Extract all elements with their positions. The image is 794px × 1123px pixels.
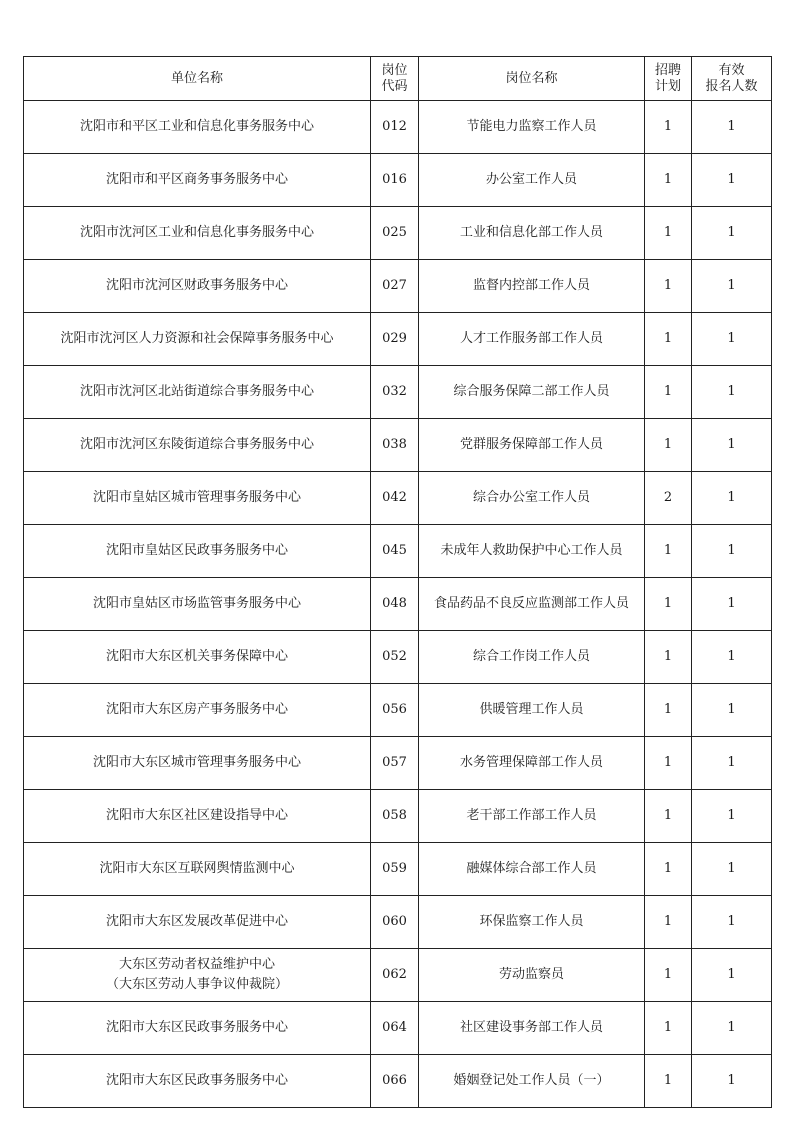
unit-name: 沈阳市沈河区东陵街道综合事务服务中心 — [79, 437, 314, 452]
unit-name-cell — [24, 896, 371, 949]
unit-name: 沈阳市皇姑区市场监管事务服务中心 — [92, 596, 301, 611]
hiring-plan-cell: 1 — [645, 313, 692, 366]
position-name-cell: 融媒体综合部工作人员 — [419, 843, 645, 896]
unit-name: 沈阳市沈河区人力资源和社会保障事务服务中心 — [60, 331, 334, 346]
unit-name: 沈阳市大东区民政事务服务中心 — [105, 1020, 288, 1035]
table-row — [24, 366, 772, 419]
position-name-cell: 婚姻登记处工作人员（一） — [419, 1055, 645, 1108]
valid-applicants-cell: 1 — [692, 101, 772, 154]
position-name-cell: 环保监察工作人员 — [419, 896, 645, 949]
position-name-cell: 社区建设事务部工作人员 — [419, 1002, 645, 1055]
table-row — [24, 843, 772, 896]
table-row — [24, 260, 772, 313]
header-position-code-line1: 岗位 — [381, 62, 408, 78]
table-row — [24, 313, 772, 366]
unit-name: 沈阳市沈河区北站街道综合事务服务中心 — [79, 384, 314, 399]
valid-applicants-cell: 1 — [692, 419, 772, 472]
table-row — [24, 684, 772, 737]
valid-applicants-cell: 1 — [692, 154, 772, 207]
valid-applicants-cell: 1 — [692, 949, 772, 1002]
unit-name: 大东区劳动者权益维护中心 — [118, 957, 275, 972]
header-valid-applicants-line1: 有效 — [718, 62, 745, 78]
unit-name-cell — [24, 949, 371, 1002]
unit-name: 沈阳市和平区工业和信息化事务服务中心 — [79, 119, 314, 134]
table-row — [24, 1055, 772, 1108]
valid-applicants-cell: 1 — [692, 366, 772, 419]
valid-applicants-cell: 1 — [692, 684, 772, 737]
position-code-cell: 058 — [371, 790, 419, 843]
header-hiring-plan-line1: 招聘 — [654, 62, 681, 78]
unit-name: 沈阳市和平区商务事务服务中心 — [105, 172, 288, 187]
position-code-cell: 060 — [371, 896, 419, 949]
position-code-cell: 042 — [371, 472, 419, 525]
hiring-plan-cell: 2 — [645, 472, 692, 525]
unit-name: 沈阳市大东区机关事务保障中心 — [105, 649, 288, 664]
position-code-cell: 059 — [371, 843, 419, 896]
position-name-cell: 监督内控部工作人员 — [419, 260, 645, 313]
position-name-cell: 综合办公室工作人员 — [419, 472, 645, 525]
unit-name-cell — [24, 790, 371, 843]
unit-name-cell — [24, 472, 371, 525]
table-row — [24, 525, 772, 578]
unit-name: 沈阳市大东区民政事务服务中心 — [105, 1073, 288, 1088]
table-row — [24, 101, 772, 154]
hiring-plan-cell: 1 — [645, 1055, 692, 1108]
valid-applicants-cell: 1 — [692, 578, 772, 631]
unit-name: 沈阳市大东区发展改革促进中心 — [105, 914, 288, 929]
position-code-cell: 052 — [371, 631, 419, 684]
header-valid-applicants — [692, 57, 772, 101]
position-name-cell: 人才工作服务部工作人员 — [419, 313, 645, 366]
valid-applicants-cell: 1 — [692, 207, 772, 260]
table-row — [24, 896, 772, 949]
hiring-plan-cell: 1 — [645, 631, 692, 684]
header-row — [24, 57, 772, 101]
unit-name-cell — [24, 419, 371, 472]
table-row — [24, 631, 772, 684]
valid-applicants-cell: 1 — [692, 737, 772, 790]
table-row — [24, 949, 772, 1002]
table-row — [24, 578, 772, 631]
unit-name-cell — [24, 154, 371, 207]
unit-name-cell — [24, 207, 371, 260]
header-position-name: 岗位名称 — [419, 57, 645, 101]
unit-name-cell — [24, 578, 371, 631]
unit-name-cell — [24, 313, 371, 366]
position-name-cell: 食品药品不良反应监测部工作人员 — [419, 578, 645, 631]
hiring-plan-cell: 1 — [645, 737, 692, 790]
table-row — [24, 737, 772, 790]
valid-applicants-cell: 1 — [692, 525, 772, 578]
table-header — [24, 57, 772, 101]
hiring-plan-cell: 1 — [645, 578, 692, 631]
header-valid-applicants-line2: 报名人数 — [705, 78, 758, 94]
unit-name-cell — [24, 843, 371, 896]
valid-applicants-cell: 1 — [692, 313, 772, 366]
valid-applicants-cell: 1 — [692, 896, 772, 949]
unit-name: 沈阳市大东区城市管理事务服务中心 — [92, 755, 301, 770]
hiring-plan-cell: 1 — [645, 1002, 692, 1055]
header-hiring-plan — [645, 57, 692, 101]
valid-applicants-cell: 1 — [692, 631, 772, 684]
position-name-cell: 老干部工作部工作人员 — [419, 790, 645, 843]
position-name-cell: 办公室工作人员 — [419, 154, 645, 207]
hiring-plan-cell: 1 — [645, 896, 692, 949]
position-code-cell: 062 — [371, 949, 419, 1002]
header-hiring-plan-line2: 计划 — [654, 78, 681, 94]
position-code-cell: 045 — [371, 525, 419, 578]
position-code-cell: 056 — [371, 684, 419, 737]
position-name-cell: 劳动监察员 — [419, 949, 645, 1002]
unit-name: 沈阳市大东区社区建设指导中心 — [105, 808, 288, 823]
header-unit-name: 单位名称 — [24, 57, 371, 101]
valid-applicants-cell: 1 — [692, 472, 772, 525]
position-name-cell: 供暖管理工作人员 — [419, 684, 645, 737]
hiring-plan-cell: 1 — [645, 154, 692, 207]
table-row — [24, 472, 772, 525]
position-code-cell: 025 — [371, 207, 419, 260]
valid-applicants-cell: 1 — [692, 790, 772, 843]
position-code-cell: 048 — [371, 578, 419, 631]
hiring-plan-cell: 1 — [645, 260, 692, 313]
position-name-cell: 水务管理保障部工作人员 — [419, 737, 645, 790]
hiring-plan-cell: 1 — [645, 949, 692, 1002]
position-code-cell: 064 — [371, 1002, 419, 1055]
header-position-code-line2: 代码 — [381, 78, 408, 94]
position-name-cell: 节能电力监察工作人员 — [419, 101, 645, 154]
position-code-cell: 029 — [371, 313, 419, 366]
position-code-cell: 032 — [371, 366, 419, 419]
position-name-cell: 党群服务保障部工作人员 — [419, 419, 645, 472]
unit-name-cell — [24, 366, 371, 419]
unit-name-subtitle: （大东区劳动人事争议仲裁院） — [105, 977, 288, 992]
unit-name-cell — [24, 260, 371, 313]
unit-name-cell — [24, 1002, 371, 1055]
valid-applicants-cell: 1 — [692, 843, 772, 896]
hiring-plan-cell: 1 — [645, 207, 692, 260]
position-name-cell: 工业和信息化部工作人员 — [419, 207, 645, 260]
position-code-cell: 057 — [371, 737, 419, 790]
valid-applicants-cell: 1 — [692, 1002, 772, 1055]
position-code-cell: 016 — [371, 154, 419, 207]
table-row — [24, 1002, 772, 1055]
unit-name: 沈阳市大东区互联网舆情监测中心 — [99, 861, 295, 876]
position-name-cell: 综合工作岗工作人员 — [419, 631, 645, 684]
hiring-plan-cell: 1 — [645, 684, 692, 737]
table-body — [24, 101, 772, 1108]
valid-applicants-cell: 1 — [692, 1055, 772, 1108]
hiring-plan-cell: 1 — [645, 843, 692, 896]
unit-name-cell — [24, 631, 371, 684]
recruitment-table — [23, 56, 772, 1108]
unit-name: 沈阳市皇姑区民政事务服务中心 — [105, 543, 288, 558]
header-position-code — [371, 57, 419, 101]
hiring-plan-cell: 1 — [645, 419, 692, 472]
position-code-cell: 038 — [371, 419, 419, 472]
hiring-plan-cell: 1 — [645, 366, 692, 419]
unit-name: 沈阳市大东区房产事务服务中心 — [105, 702, 288, 717]
unit-name-cell — [24, 101, 371, 154]
unit-name: 沈阳市皇姑区城市管理事务服务中心 — [92, 490, 301, 505]
unit-name: 沈阳市沈河区工业和信息化事务服务中心 — [79, 225, 314, 240]
position-code-cell: 012 — [371, 101, 419, 154]
unit-name-cell — [24, 737, 371, 790]
unit-name-cell — [24, 684, 371, 737]
valid-applicants-cell: 1 — [692, 260, 772, 313]
unit-name-cell — [24, 525, 371, 578]
hiring-plan-cell: 1 — [645, 790, 692, 843]
table-row — [24, 207, 772, 260]
position-name-cell: 未成年人救助保护中心工作人员 — [419, 525, 645, 578]
table-row — [24, 790, 772, 843]
position-code-cell: 027 — [371, 260, 419, 313]
hiring-plan-cell: 1 — [645, 101, 692, 154]
table-row — [24, 419, 772, 472]
position-name-cell: 综合服务保障二部工作人员 — [419, 366, 645, 419]
position-code-cell: 066 — [371, 1055, 419, 1108]
table-row — [24, 154, 772, 207]
hiring-plan-cell: 1 — [645, 525, 692, 578]
unit-name: 沈阳市沈河区财政事务服务中心 — [105, 278, 288, 293]
unit-name-cell — [24, 1055, 371, 1108]
